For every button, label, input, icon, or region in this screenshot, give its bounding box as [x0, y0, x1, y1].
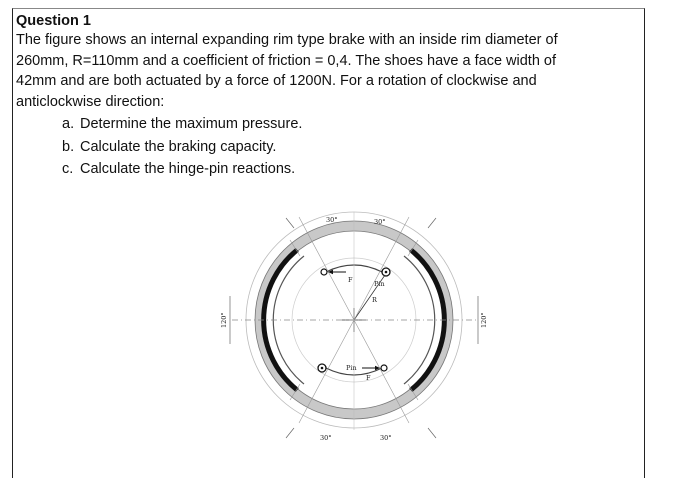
- task-marker: a.: [62, 116, 75, 132]
- angle-label-left: 120°: [220, 312, 228, 328]
- tick-bottom-right: [428, 428, 436, 438]
- task-text: Calculate the braking capacity.: [80, 138, 277, 155]
- task-marker: c.: [62, 161, 74, 177]
- force-label-lower: F: [366, 374, 371, 382]
- question-title: Question 1: [16, 13, 91, 29]
- tick-top-left: [286, 218, 294, 228]
- pin-label-upper: Pin: [374, 280, 385, 288]
- question-line-3: 42mm and are both actuated by a force of 1200N. For a rotation of clockwise and: [16, 73, 537, 89]
- question-line-2: 260mm, R=110mm and a coefficient of friction = 0,4. The shoes have a face width of: [16, 52, 557, 69]
- radius-label: R: [372, 296, 377, 304]
- question-line-1: The figure shows an internal expanding rim type brake with an inside rim diameter of: [16, 32, 558, 48]
- brake-figure: [214, 208, 494, 468]
- task-item: [62, 158, 636, 181]
- task-marker: b.: [62, 138, 75, 155]
- question-line-4: anticlockwise direction:: [16, 93, 165, 110]
- force-label-upper: F: [348, 276, 353, 284]
- lower-pin-center: [321, 367, 324, 370]
- tick-top-right: [428, 218, 436, 228]
- task-text: Calculate the hinge-pin reactions.: [80, 161, 296, 177]
- task-item: [62, 136, 636, 159]
- pin-label-lower: Pin: [346, 364, 357, 372]
- angle-label-right: 120°: [480, 312, 488, 328]
- brake-diagram: [214, 208, 494, 468]
- upper-actuator-icon: [321, 269, 327, 275]
- task-list: [16, 113, 636, 181]
- upper-pin-center: [385, 271, 388, 274]
- angle-label-top-right: 30°: [374, 218, 386, 226]
- tick-bottom-left: [286, 428, 294, 438]
- lower-actuator-icon: [381, 365, 387, 371]
- angle-label-bottom-right: 30°: [380, 434, 392, 442]
- angle-label-top-left: 30°: [326, 216, 338, 224]
- question-content: [16, 12, 636, 181]
- task-item: [62, 113, 636, 136]
- task-text: Determine the maximum pressure.: [80, 116, 303, 132]
- angle-label-bottom-left: 30°: [320, 434, 332, 442]
